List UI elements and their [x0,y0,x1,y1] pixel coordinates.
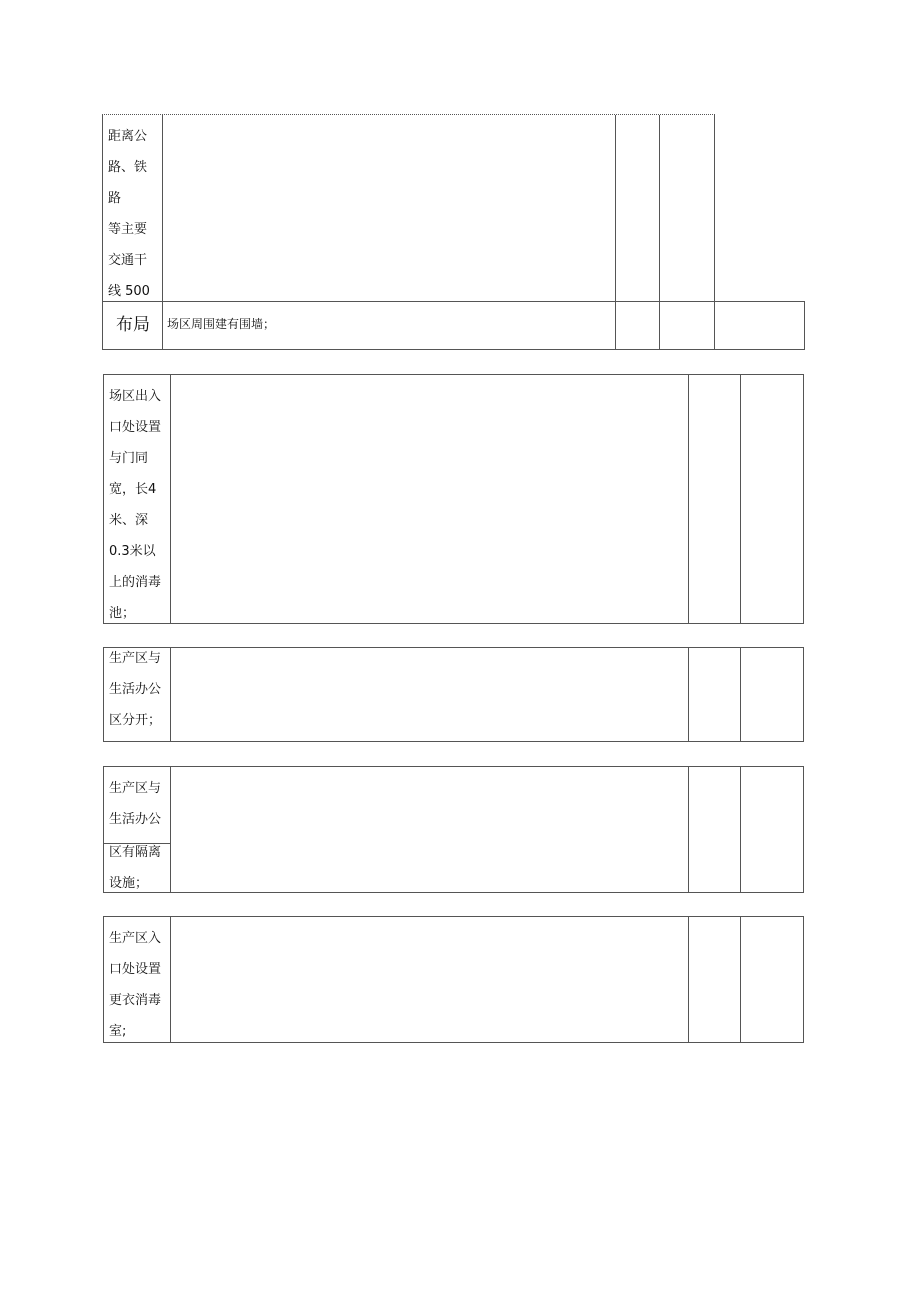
column-divider [659,302,660,349]
column-divider [615,115,616,302]
column-divider [688,375,689,623]
column-divider [170,917,171,1042]
column-divider [688,767,689,892]
table-row-zone-separation [103,647,804,742]
column-divider [615,302,616,349]
column-divider [740,767,741,892]
table-row-distance [102,114,715,302]
column-divider [688,648,689,741]
column-divider [740,648,741,741]
table-row-layout [102,301,805,350]
column-divider [659,115,660,302]
row-label-layout: 布局 [116,315,150,335]
row-label-changing-room: 生产区入 口处设置 更衣消毒 室; [109,931,162,1039]
row-label-disinfection-pool: 场区出入 口处设置 与门同 宽，长4 米、深 0.3米以 上的消毒 池； [109,389,162,621]
row-label-zone-separation: 生产区与 生活办公 区分开； [109,651,162,728]
row-label-isolation-bottom: 区有隔离 设施； [109,845,162,891]
row-label-distance: 距离公 路、铁 路 等主要 交通干 线 500 [108,129,150,299]
column-divider [740,917,741,1042]
column-divider [740,375,741,623]
table-row-disinfection-pool [103,374,804,624]
table-row-changing-room [103,916,804,1043]
column-divider [714,302,715,349]
table-row-isolation-facility [103,766,804,893]
column-divider [162,302,163,349]
row-content-layout: 场区周围建有围墙； [167,317,276,331]
column-divider [170,767,171,892]
column-divider [170,648,171,741]
column-divider [170,375,171,623]
column-divider [162,115,163,302]
column-divider [688,917,689,1042]
row-label-isolation-top: 生产区与 生活办公 [109,781,162,827]
